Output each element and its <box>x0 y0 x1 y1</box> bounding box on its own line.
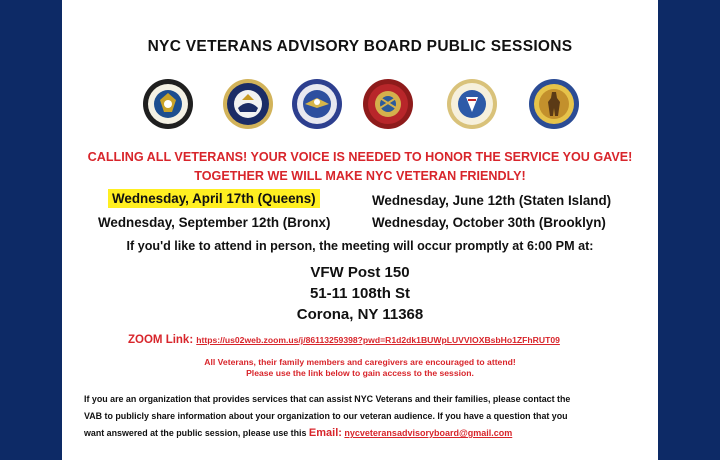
call-to-veterans-line1: CALLING ALL VETERANS! YOUR VOICE IS NEEDED TO HONOR THE SERVICE YOU GAVE! <box>87 150 633 164</box>
organization-text-line3 <box>84 427 624 439</box>
venue-name: VFW Post 150 <box>310 264 410 281</box>
venue-street: 51-11 108th St <box>309 285 411 302</box>
army-seal-icon <box>142 78 194 130</box>
zoom-link-row <box>128 334 560 346</box>
link-instruction-note: Please use the link below to gain access to the session. <box>246 368 474 378</box>
zoom-link-label: ZOOM Link: <box>128 334 194 346</box>
air-force-seal-icon <box>291 78 343 130</box>
organization-text-line1: If you are an organization that provides services that can assist NYC Veterans and their families, please contact the <box>84 394 571 404</box>
page-title: NYC VETERANS ADVISORY BOARD PUBLIC SESSIONS <box>147 38 573 55</box>
zoom-link[interactable]: https://us02web.zoom.us/j/86113259398?pwd=R1d2dk1BUWpLUVVlOXBsbHo1ZFhRUT09 <box>196 335 560 345</box>
military-seals-row <box>0 78 720 134</box>
session-date-brooklyn: Wednesday, October 30th (Brooklyn) <box>372 215 606 230</box>
coast-guard-seal-icon <box>446 78 498 130</box>
question-text: want answered at the public session, please use this <box>84 428 307 438</box>
navy-seal-icon <box>222 78 274 130</box>
national-guard-seal-icon <box>528 78 580 130</box>
session-date-staten-island: Wednesday, June 12th (Staten Island) <box>372 193 612 208</box>
contact-email-link[interactable]: nycveteransadvisoryboard@gmail.com <box>344 428 513 438</box>
organization-text-line2: VAB to publicly share information about your organization to our veteran audience. If you have a question that you <box>84 411 568 421</box>
venue-city: Corona, NY 11368 <box>296 306 424 323</box>
flyer-page <box>62 0 658 460</box>
encouragement-note: All Veterans, their family members and caregivers are encouraged to attend! <box>204 357 516 367</box>
session-date-bronx: Wednesday, September 12th (Bronx) <box>98 215 331 230</box>
marine-corps-seal-icon <box>362 78 414 130</box>
email-label: Email: <box>308 427 342 439</box>
call-to-veterans-line2: TOGETHER WE WILL MAKE NYC VETERAN FRIENDLY! <box>194 169 526 183</box>
session-date-queens: Wednesday, April 17th (Queens) <box>108 191 320 206</box>
attend-in-person-text: If you'd like to attend in person, the meeting will occur promptly at 6:00 PM at: <box>126 239 594 253</box>
